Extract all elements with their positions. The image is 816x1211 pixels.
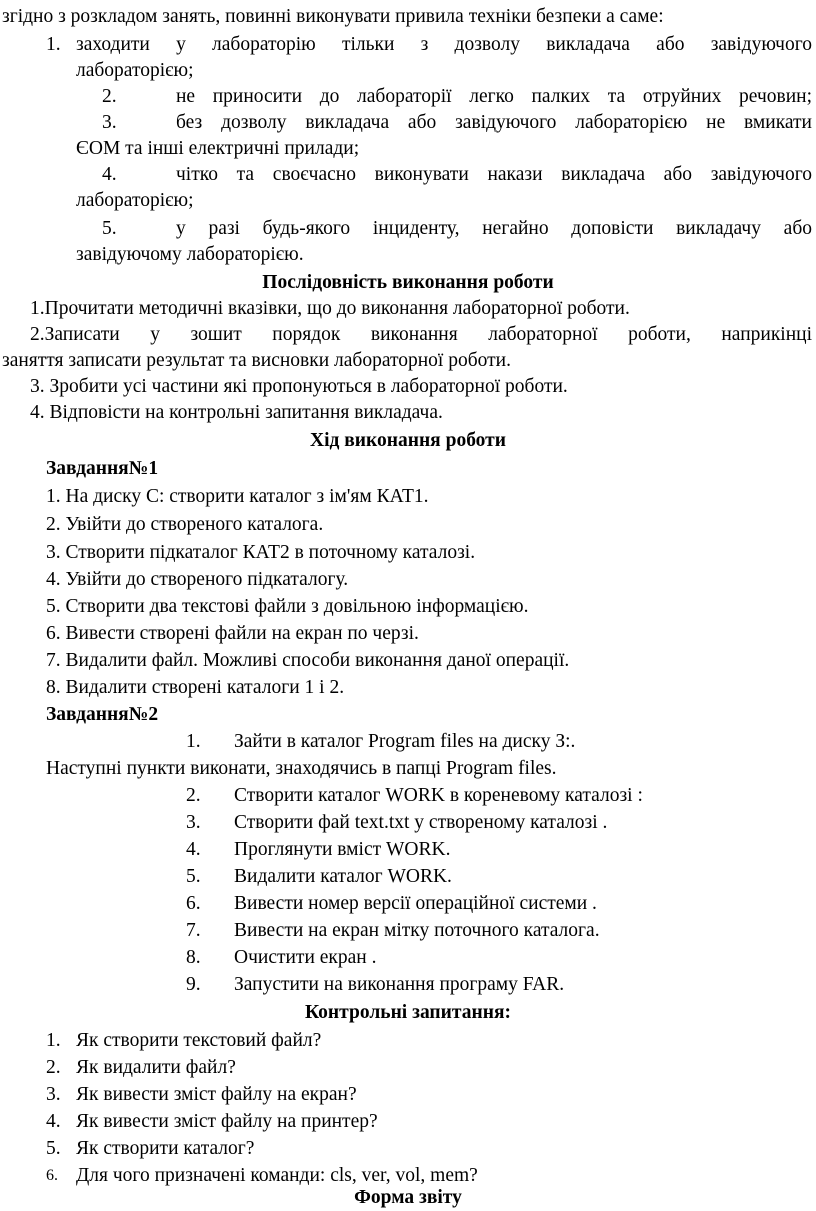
sequence-step-3: 3. Зробити усі частини які пропонуються в лабораторної роботи.: [30, 376, 568, 397]
safety-item-2-number: 2.: [102, 86, 117, 107]
safety-item-4-text: чітко та своєчасно виконувати накази викладача або завідуючого: [176, 164, 812, 185]
safety-item-2-text: не приносити до лабораторії легко палких та отруйних речовин;: [176, 86, 812, 107]
sequence-step-2-cont: заняття записати результат та висновки лабораторної роботи.: [2, 350, 511, 371]
task-1-step: 6. Вивести створені файли на екран по черзі.: [46, 623, 419, 644]
safety-item-3-text: без дозволу викладача або завідуючого лабораторією не вмикати: [176, 112, 812, 133]
task-2-step-text: Вивести на екран мітку поточного каталога.: [234, 920, 600, 941]
task-1-step: 7. Видалити файл. Можливі способи виконання даної операції.: [46, 650, 570, 671]
progress-heading: Хід виконання роботи: [309, 430, 506, 451]
task-2-step-text: Зайти в каталог Program files на диску З:.: [234, 731, 576, 752]
task-1-step: 5. Створити два текстові файли з довільною інформацією.: [46, 596, 529, 617]
safety-item-4-text-cont: лабораторією;: [76, 190, 194, 211]
task-1-step: 4. Увійти до створеного підкаталогу.: [46, 569, 349, 590]
task-1-step: 2. Увійти до створеного каталога.: [46, 514, 324, 535]
safety-item-5-text-cont: завідуючому лабораторією.: [76, 244, 304, 265]
safety-item-1-number: 1.: [46, 34, 61, 55]
control-question-number: 4.: [46, 1111, 61, 1132]
task-2-step-text: Видалити каталог WORK.: [234, 866, 452, 887]
task-2-step-text: Очистити екран .: [234, 947, 377, 968]
task-2-step-number: 8.: [186, 947, 201, 968]
control-question-text: Для чого призначені команди: cls, ver, vol, mem?: [76, 1165, 478, 1186]
task-1-step: 8. Видалити створені каталоги 1 і 2.: [46, 677, 345, 698]
safety-intro: згідно з розкладом занять, повинні виконувати привила техніки безпеки а саме:: [2, 6, 664, 27]
task-2-step-number: 4.: [186, 839, 201, 860]
control-question-text: Як видалити файл?: [76, 1057, 236, 1078]
control-question-number: 1.: [46, 1030, 61, 1051]
task-2-step-number: 5.: [186, 866, 201, 887]
task-2-step-text: Запустити на виконання програму FAR.: [234, 974, 565, 995]
task-2-step-number: 9.: [186, 974, 201, 995]
safety-item-3-text-cont: ЄОМ та інші електричні прилади;: [76, 138, 360, 159]
task-2-step-number: 3.: [186, 812, 201, 833]
control-question-text: Як створити текстовий файл?: [76, 1030, 322, 1051]
task-2-step-text: Створити фай text.txt у створеному каталозі .: [234, 812, 608, 833]
safety-item-3-number: 3.: [102, 112, 117, 133]
task-1-step: 1. На диску С: створити каталог з ім'ям КАТ1.: [46, 486, 429, 507]
safety-item-1-text-cont: лабораторією;: [76, 60, 194, 81]
task-2-step-number: 7.: [186, 920, 201, 941]
control-question-number: 6.: [46, 1167, 58, 1184]
task-2-step-text: Проглянути вміст WORK.: [234, 839, 451, 860]
task-2-step-text: Створити каталог WORK в кореневому каталозі :: [234, 785, 643, 806]
control-question-text: Як вивести зміст файлу на принтер?: [76, 1111, 378, 1132]
sequence-heading: Послідовність виконання роботи: [262, 272, 554, 293]
task-2-step-number: 2.: [186, 785, 201, 806]
task-2-step-text: Вивести номер версії операційної системи .: [234, 893, 597, 914]
sequence-step-1: 1.Прочитати методичні вказівки, що до виконання лабораторної роботи.: [30, 298, 630, 319]
control-question-number: 2.: [46, 1057, 61, 1078]
sequence-step-4: 4. Відповісти на контрольні запитання викладача.: [30, 402, 443, 423]
task-1-step: 3. Створити підкаталог КАТ2 в поточному каталозі.: [46, 542, 476, 563]
control-question-number: 5.: [46, 1138, 61, 1159]
control-question-number: 3.: [46, 1084, 61, 1105]
control-heading: Контрольні запитання:: [305, 1002, 511, 1023]
safety-item-5-text: у разі будь-якого інциденту, негайно доповісти викладачу або: [176, 218, 812, 239]
task-2-title: Завдання№2: [46, 704, 159, 725]
safety-item-5-number: 5.: [102, 218, 117, 239]
control-question-text: Як вивести зміст файлу на екран?: [76, 1084, 357, 1105]
task-2-note: Наступні пункти виконати, знаходячись в папці Program files.: [46, 758, 557, 779]
control-question-text: Як створити каталог?: [76, 1138, 255, 1159]
safety-item-4-number: 4.: [102, 164, 117, 185]
safety-item-1-text: заходити у лабораторію тільки з дозволу викладача або завідуючого: [76, 34, 812, 55]
task-2-step-number: 1.: [186, 731, 201, 752]
sequence-step-2: 2.Записати у зошит порядок виконання лабораторної роботи, наприкінці: [30, 324, 812, 345]
report-heading: Форма звіту: [354, 1187, 462, 1208]
task-2-step-number: 6.: [186, 893, 201, 914]
task-1-title: Завдання№1: [46, 458, 159, 479]
